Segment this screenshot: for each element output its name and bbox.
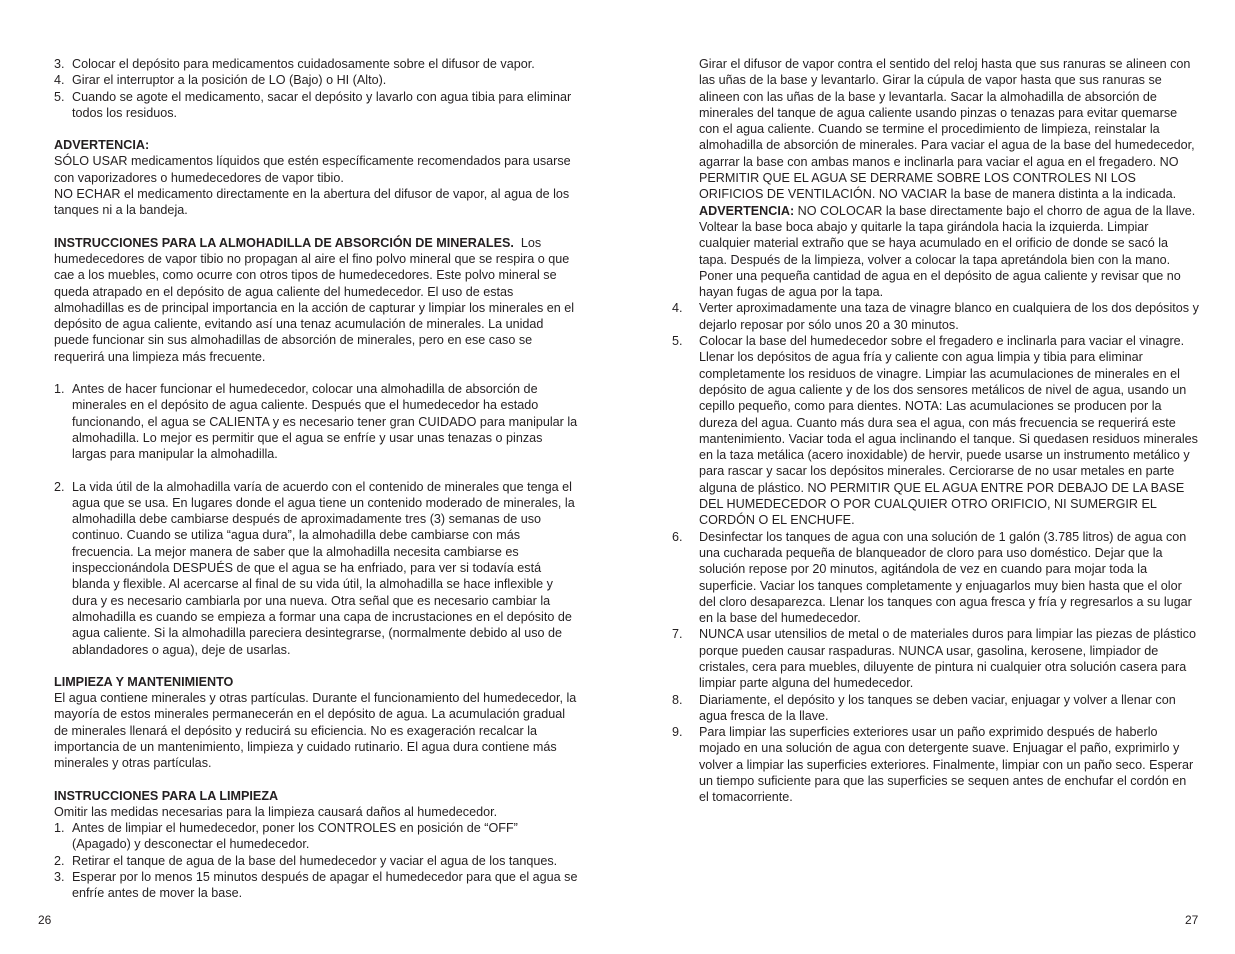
warning-paragraph: SÓLO USAR medicamentos líquidos que estén específicamente recomendados para usarse con vaporizadores o humedecedores de vapor tibio. — [54, 154, 571, 185]
maintenance-heading: LIMPIEZA Y MANTENIMIENTO — [54, 674, 234, 689]
list-item: 4. Girar el interruptor a la posición de LO (Bajo) o HI (Alto). — [54, 73, 387, 88]
left-page — [54, 0, 580, 954]
cleaning-steps-continued — [672, 300, 1199, 805]
right-page — [672, 0, 1199, 954]
right-column — [672, 56, 1199, 806]
continued-step-paragraph: Girar el difusor de vapor contra el sentido del reloj hasta que sus ranuras se alineen con las uñas de la base y levantarlo. Girar la cúpula de vapor hasta que sus ranuras se alineen con las uñas de la base y levantarla. Sacar la almohadilla de absorción de minerales del tanque de agua caliente usando pinzas o tenazas para evitar quemarse con el agua caliente. Cuando se termine el procedimiento de limpieza, reinstalar la almohadilla de absorción de minerales. Para vaciar el agua de la base del humedecedor, agarrar la base con ambas manos e inclinarla para vaciar el agua en el fregadero. NO PERMITIR QUE EL AGUA SE DERRAME SOBRE LOS CONTROLES NI LOS ORIFICIOS DE VENTILACIÓN. NO VACIAR la base de manera distinta a la indicada. ADVERTENCIA: NO COLOCAR la base directamente bajo el chorro de agua de la llave. Voltear la base boca abajo y quitarle la tapa girándola hacia la izquierda. Limpiar cualquier material extraño que se haya acumulado en el orificio de donde se sacó la tapa. Después de la limpieza, volver a colocar la tapa apretándola bien con la mano. Poner una pequeña cantidad de agua en el depósito de agua caliente y revisar que no hayan fugas de agua por la tapa. — [699, 57, 1196, 300]
cleaning-intro: Omitir las medidas necesarias para la limpieza causará daños al humedecedor. — [54, 804, 498, 819]
mineral-pad-heading: INSTRUCCIONES PARA LA ALMOHADILLA DE ABSORCIÓN DE MINERALES. — [54, 235, 514, 250]
list-item: 1. Antes de hacer funcionar el humedecedor, colocar una almohadilla de absorción de minerales en el depósito de agua caliente. Después que el humedecedor ha estado funcionando, el agua se CALIENTA y es necesario tener gran CUIDADO para manipular la almohadilla. Lo mejor es permitir que el agua se enfríe y usar unas tenazas o pinzas largas para manipular la almohadilla. — [54, 382, 578, 462]
cleaning-steps — [54, 820, 580, 901]
list-item: 7. NUNCA usar utensilios de metal o de materiales duros para limpiar las piezas de plástico porque pueden causar raspaduras. NUNCA usar, gasolina, kerosene, limpiador de cristales, cera para muebles, diluyente de pintura ni cualquier otra solución casera para limpiar parte alguna del humedecedor. — [672, 627, 1196, 691]
list-item: 2. La vida útil de la almohadilla varía de acuerdo con el contenido de minerales que tenga el agua que se usa. En lugares donde el agua tiene un contenido moderado de minerales, la almohadilla debe cambiarse después de aproximadamente tres (3) semanas de uso continuo. Cuando se utiliza “agua dura”, la almohadilla debe cambiarse con más frecuencia. La mejor manera de saber que la almohadilla necesita cambiarse es inspeccionándola DESPUÉS de que el agua se ha enfriado, para ver si todavía está blanda y flexible. Al acercarse al final de su vida útil, la almohadilla se hace inflexible y dura y es necesario cambiarla por una nueva. Otra señal que es necesario cambiar la almohadilla es cuando se empieza a formar una capa de incrustaciones en el depósito de agua caliente. Si la almohadilla pareciera desintegrarse, (normalmente debido al uso de ablandadores o agua), deje de usarlas. — [54, 479, 575, 657]
maintenance-paragraph: El agua contiene minerales y otras partículas. Durante el funcionamiento del humedecedor, la mayoría de estos minerales permanecerán en el depósito de agua. La acumulación gradual de minerales llenará el depósito y reducirá su eficiencia. No es exageración recalcar la importancia de un mantenimiento, limpieza y cuidado rutinario. El agua dura contiene más minerales y otras partículas. — [54, 691, 577, 771]
page-number-right: 27 — [1185, 913, 1199, 927]
warning-heading: ADVERTENCIA: — [54, 138, 150, 153]
list-item: 1. Antes de limpiar el humedecedor, poner los CONTROLES en posición de “OFF” (Apagado) y desconectar el humedecedor. — [54, 821, 518, 852]
list-item: 6. Desinfectar los tanques de agua con una solución de 1 galón (3.785 litros) de agua con una cucharada pequeña de blanqueador de cloro para uso doméstico. Dejar que la solución repose por 20 minutos, agitándola de vez en cuando para mojar toda la superficie. Vaciar los tanques completamente y enjuagarlos muy bien hasta que el olor del cloro desaparezca. Llenar los tanques con agua fresca y fría y regresarlos a su lugar en la base del humedecedor. — [672, 529, 1192, 626]
list-item: 3. Esperar por lo menos 15 minutos después de apagar el humedecedor para que el agua se enfríe antes de mover la base. — [54, 870, 578, 901]
list-item: 8. Diariamente, el depósito y los tanques se deben vaciar, enjuagar y volver a llenar con agua fresca de la llave. — [672, 692, 1176, 723]
list-item: 4. Verter aproximadamente una taza de vinagre blanco en cualquiera de los dos depósitos y dejarlo reposar por sólo unos 20 a 30 minutos. — [672, 301, 1199, 332]
warning-paragraph: NO ECHAR el medicamento directamente en la abertura del difusor de vapor, al agua de los tanques ni a la bandeja. — [54, 187, 570, 218]
mineral-pad-text: Los humedecedores de vapor tibio no propagan al aire el fino polvo mineral que se respira o que cae a los muebles, como ocurre con otros tipos de humedecedores. Este polvo mineral se queda atrapado en el depósito de agua caliente del humedecedor. El uso de estas almohadillas es de principal importancia en la acción de capturar y limpiar los minerales en el depósito de agua caliente, evitando así una tenaz acumulación de minerales. La unidad puede funcionar sin sus almohadillas de absorción de minerales, pero en ese caso se requerirá una limpieza más frecuente. — [54, 235, 575, 364]
mineral-pad-section — [54, 235, 580, 365]
inline-warning-label: ADVERTENCIA: — [699, 203, 795, 218]
mineral-pad-steps — [54, 381, 580, 658]
list-item: 5. Cuando se agote el medicamento, sacar el depósito y lavarlo con agua tibia para eliminar todos los residuos. — [54, 89, 572, 120]
list-item: 9. Para limpiar las superficies exteriores usar un paño exprimido después de haberlo mojado en una solución de agua con detergente suave. Enjuagar el paño, exprimirlo y volver a limpiar las superficies exteriores. Finalmente, limpiar con un paño seco. Esperar un tiempo suficiente para que las superficies se sequen antes de enchufar el cordón en el tomacorriente. — [672, 725, 1194, 805]
medication-steps — [54, 56, 580, 121]
list-item: 2. Retirar el tanque de agua de la base del humedecedor y vaciar el agua de los tanques. — [54, 853, 558, 868]
list-item: 3. Colocar el depósito para medicamentos cuidadosamente sobre el difusor de vapor. — [54, 57, 535, 71]
left-column — [54, 56, 580, 902]
cleaning-heading: INSTRUCCIONES PARA LA LIMPIEZA — [54, 788, 279, 803]
list-item: 5. Colocar la base del humedecedor sobre el fregadero e inclinarla para vaciar el vinagre. Llenar los depósitos de agua fría y caliente con agua limpia y tibia para eliminar completamente los residuos de vinagre. Limpiar las acumulaciones de minerales en el depósito de agua caliente y de los dos sensores metálicos de nivel de agua, usando un cepillo pequeño, como para dientes. NOTA: Las acumulaciones se producen por la dureza del agua. Cuanto más dura sea el agua, con más frecuencia se requerirá este mantenimiento. Vaciar toda el agua inclinando el tanque. Si quedasen residuos minerales en la taza metálica (acero inoxidable) de hervir, puede usarse un instrumento metálico y para rascar y sacar los depósitos minerales. Cerciorarse de no usar metales en parte alguna de plástico. NO PERMITIR QUE EL AGUA ENTRE POR DEBAJO DE LA BASE DEL HUMEDECEDOR O POR CUALQUIER OTRO ORIFICIO, NI SUMERGIR EL CORDÓN O EL ENCHUFE. — [672, 334, 1198, 528]
page-number-left: 26 — [38, 913, 52, 927]
